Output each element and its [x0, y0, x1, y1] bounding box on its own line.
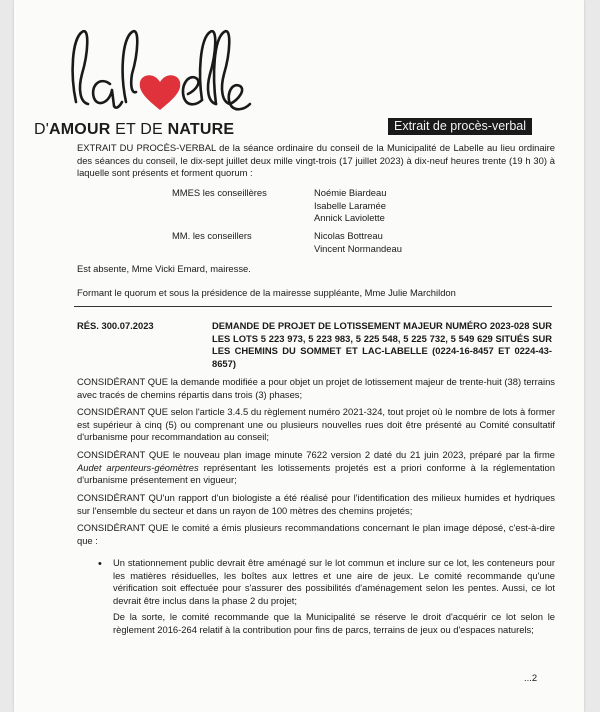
- separator-line: [74, 306, 552, 307]
- document-page: [14, 0, 584, 712]
- women-councillors-label: MMES les conseillères: [172, 187, 267, 198]
- consideration-paragraph: CONSIDÉRANT QUE le nouveau plan image minute 7622 version 2 daté du 21 juin 2023, préparé par la firme Audet arpenteurs-géomètres représentant les lotissements projetés est a priori conforme à la réglementation d'urbanisme présentement en vigueur;: [77, 449, 555, 486]
- municipality-logo: [62, 14, 262, 124]
- councillor-name: Nicolas Bottreau: [314, 230, 383, 241]
- consideration-paragraph: CONSIDÉRANT QUE selon l'article 3.4.5 du règlement numéro 2021-324, tout projet où le nombre de lots à former est supérieur à cinq (5) ou comprenant une ou plusieurs nouvelles rues doit être présenté au Comité consultatif d'urbanisme pour recommandation au conseil;: [77, 406, 555, 443]
- councillor-name: Isabelle Laramée: [314, 199, 386, 211]
- recommendation-bullet: Un stationnement public devrait être aménagé sur le lot commun et inclure sur ce lot, les conteneurs pour les matières résiduelles, les boîtes aux lettres et une aire de jeux. Le comité recommande qu'une vérification soit effectuée pour s'assurer des possibilités d'aménagement selon les pentes. Aussi, ce lot devrait être inclus dans la phase 2 du projet;: [113, 557, 555, 606]
- intro-paragraph: EXTRAIT DU PROCÈS-VERBAL de la séance ordinaire du conseil de la Municipalité de Labelle au lieu ordinaire des séances du conseil, le dix-sept juillet deux mille vingt-trois (17 juillet 2023) à dix-neuf heures trente (19 h 30) à laquelle sont présents et forment quorum :: [77, 142, 555, 179]
- councillor-name: Noémie Biardeau: [314, 187, 387, 198]
- document-type-label: Extrait de procès-verbal: [388, 118, 532, 135]
- consideration-paragraph: CONSIDÉRANT QUE le comité a émis plusieurs recommandations concernant le plan image déposé, c'est-à-dire que :: [77, 522, 555, 546]
- logo-tagline: D'AMOUR ET DE NATURE: [34, 121, 235, 138]
- men-councillors-label: MM. les conseillers: [172, 230, 252, 241]
- resolution-number: RÉS. 300.07.2023: [77, 320, 154, 331]
- firm-name: Audet arpenteurs-géomètres: [77, 461, 199, 473]
- quorum-statement: Formant le quorum et sous la présidence de la mairesse suppléante, Mme Julie Marchildon: [77, 287, 456, 298]
- heart-icon: [140, 75, 181, 110]
- councillor-name: Vincent Normandeau: [314, 242, 402, 254]
- consideration-paragraph: CONSIDÉRANT QUE la demande modifiée a pour objet un projet de lotissement majeur de trente-huit (38) terrains avec tracés de chemins répartis dans trois (3) phases;: [77, 376, 555, 400]
- page-continuation-marker: ...2: [524, 672, 538, 683]
- men-councillors-list: [314, 230, 402, 255]
- consideration-paragraph: CONSIDÉRANT QU'un rapport d'un biologiste a été réalisé pour l'identification des milieux humides et hydriques sur l'ensemble du secteur et dans un rayon de 100 mètres des chemins projetés;: [77, 492, 555, 516]
- absent-statement: Est absente, Mme Vicki Emard, mairesse.: [77, 263, 251, 274]
- bullet-marker: •: [98, 558, 102, 570]
- labelle-logo-mark: [62, 14, 262, 124]
- recommendation-followup: De la sorte, le comité recommande que la Municipalité se réserve le droit d'acquérir ce lot selon le règlement 2016-264 relatif à la contribution pour fins de parcs, terrains de jeux ou d'espaces naturels;: [113, 611, 555, 635]
- councillor-name: Annick Laviolette: [314, 212, 385, 224]
- women-councillors-list: [314, 187, 386, 225]
- resolution-title: DEMANDE DE PROJET DE LOTISSEMENT MAJEUR NUMÉRO 2023-028 SUR LES LOTS 5 223 973, 5 223 983, 5 225 548, 5 225 732, 5 549 629 SITUÉS SUR LES CHEMINS DU SOMMET ET LAC-LABELLE (0224-16-8457 ET 0224-43-8657): [212, 320, 552, 369]
